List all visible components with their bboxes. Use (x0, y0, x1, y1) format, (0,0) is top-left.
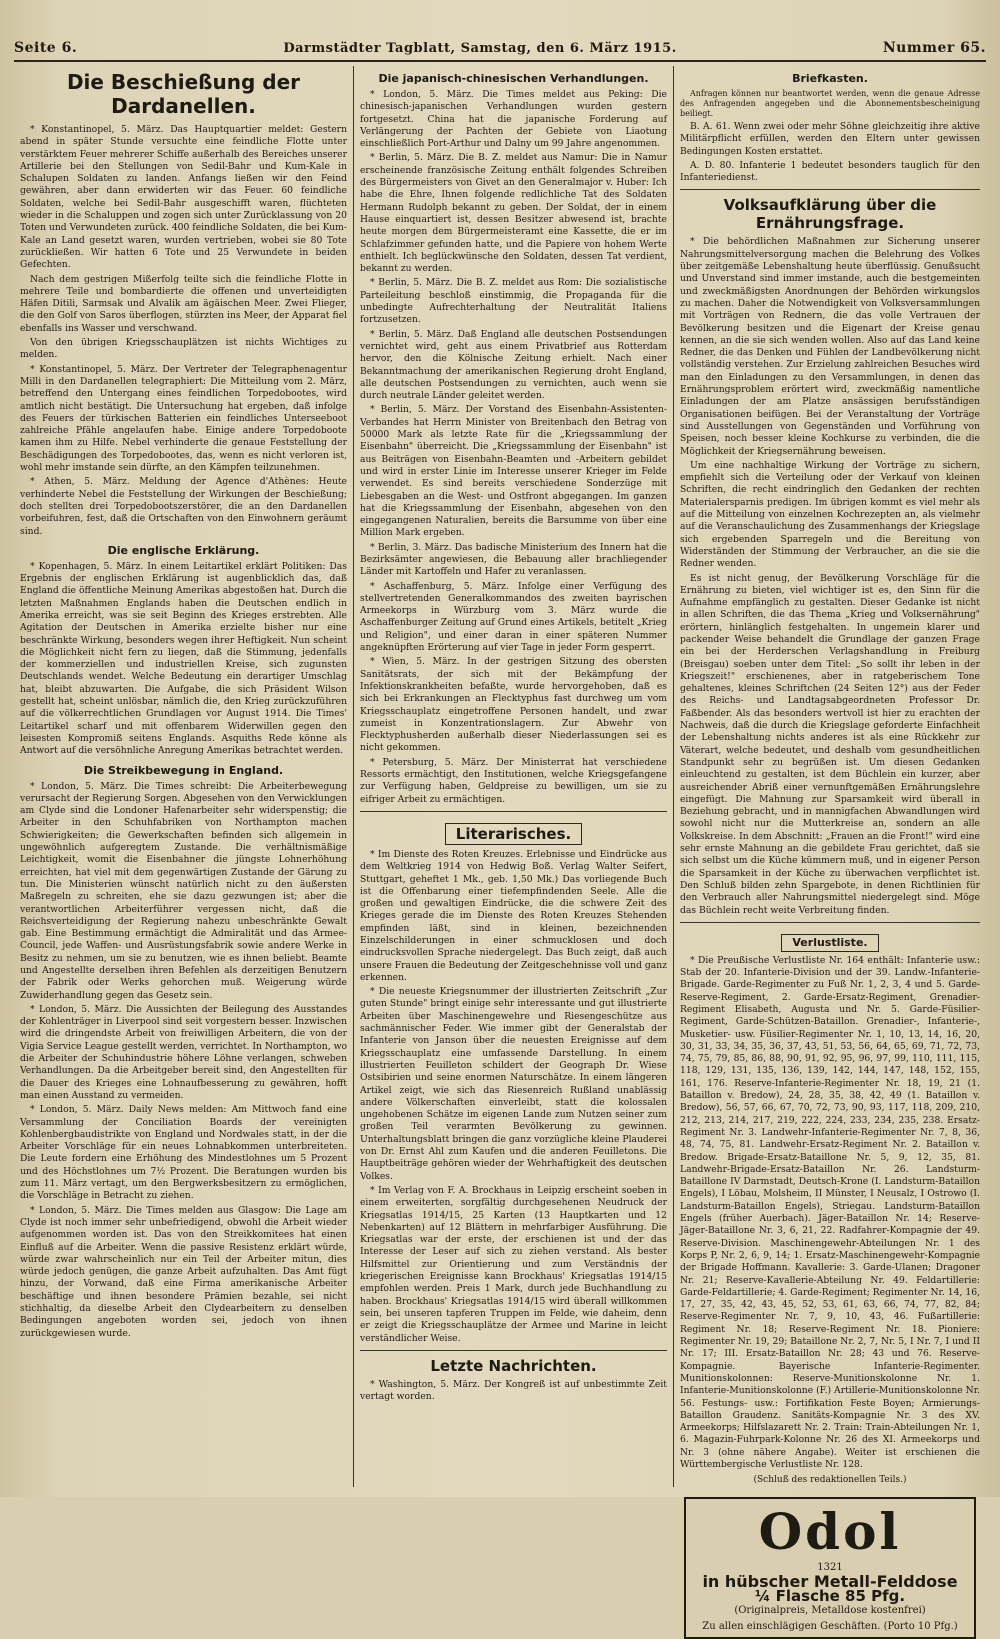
article-paragraph: A. D. 80. Infanterie 1 bedeutet besonders tauglich für den Infanteriedienst. (680, 159, 980, 184)
ad-footer: Zu allen einschlägigen Geschäften. (Porto 10 Pfg.) (702, 1620, 958, 1632)
article-paragraph: * Berlin, 5. März. Die B. Z. meldet aus Namur: Die in Namur erscheinende französische Zeitung enthält folgendes Schreiben des Bürgermeisters von Givet an den Generalmajor v. Huber: Ich habe die Ehre, Ihnen folgende redlichliche Tat des Soldaten Hermann Rudolph bekannt zu geben. Der Soldat, der in einem Hause einquartiert ist, dessen Besitzer abwesend ist, brachte heute morgen dem Bürgermeisteramt eine Kassette, die er im Schlafzimmer gefunden hatte, und die Papiere von hohem Werte enthielt. Ich beglückwünsche den Soldaten, dessen Tat verdient, bekannt zu werden. (360, 152, 667, 275)
article-paragraph: * Die behördlichen Maßnahmen zur Sicherung unserer Nahrungsmittelversorgung machen die Belehrung des Volkes über zeitgemäße Lebenshaltung heute überflüssig. Genußsucht und Unverstand sind immer imstande, auch die bestgemeinten und zweckmäßigsten Anordnungen der Behörden wirkungslos zu machen. Daher die Notwendigkeit von Volksversammlungen mit Vorträgen von Rednern, die das volle Vertrauen der Bevölkerung besitzen und die Eigenart der Kreise genau kennen, an die sie sich wenden wollen. Also auf das Land keine Redner, die das Denken und Fühlen der Landbevölkerung nicht vollständig verstehen. Zur Erzielung zahlreichen Besuches wird man den Einladungen zu den Versammlungen, in denen das Ernährungsproblem erörtert wird, zweckmäßig namentliche Einladungen der am Platze ansässigen berufsständigen Organisationen beifügen. Bei der Veranstaltung der Vorträge sind Ausstellungen von Gegenständen und Vorführung von Speisen, noch besser kleine Kochkurse zu verbinden, die die Möglichkeit der Kriegsernährung beweisen. (680, 236, 980, 457)
headline-streikbewegung: Die Streikbewegung in England. (83, 763, 284, 777)
headline-japan-china: Die japanisch-chinesischen Verhandlungen. (378, 72, 649, 85)
briefkasten-intro: Anfragen können nur beantwortet werden, wenn die genaue Adresse des Anfragenden angegeben und die Abonnementsbescheinigung beiliegt. (680, 89, 980, 118)
article-paragraph: Um eine nachhaltige Wirkung der Vorträge zu sichern, empfiehlt sich die Verteilung oder der Verkauf von kleinen Schriften, die recht eindringlich den Gedanken der rechten Materialersparnis predigen. Im übrigen kommt es viel mehr als auf die Mitteilung von einzelnen Kochrezepten an, als vielmehr auf die Veranschaulichung des Zusammenhangs der Kriegslage sich ergebenden Sparregeln und die Bereitung von Widerständen der Stimmung der Verbraucher, an die sie die Redner wenden. (680, 459, 980, 570)
divider (360, 811, 667, 812)
article-paragraph: * Kopenhagen, 5. März. In einem Leitartikel erklärt Politiken: Das Ergebnis der englischen Erklärung ist augenblicklich das, daß England die öffentliche Meinung Amerikas abgestoßen hat. Durch die letzten Maßnahmen Englands haben die Deutschen endlich in Amerika erreicht, was sie seit Beginn des Krieges erstrebten. Alle Agitation der Deutschen in Amerika erzielte bisher nur eine beschränkte Wirkung, besonders wegen ihrer Heftigkeit. Nun scheint die Möglichkeit nicht fern zu liegen, daß die Stimmung, jedenfalls der kommerziellen und industriellen Kreise, sich zugunsten Deutschlands wendet. Welche Bedeutung ein derartiger Umschlag hat, bleibt abzuwarten. Die Aufgabe, die sich Präsident Wilson gestellt hat, scheint unlösbar, nämlich die, den Krieg zurückzuführen auf die völkerrechtlichen Grundlagen vor August 1914. Die Times' Leitartikel scharf und mit offenbarem Widerwillen gegen den leisesten Kompromiß seitens Englands. Asquiths Rede könne als Antwort auf die versöhnliche Anregung Amerikas betrachtet werden. (20, 560, 347, 757)
article-paragraph: * Petersburg, 5. März. Der Ministerrat hat verschiedene Ressorts ermächtigt, den Institutionen, welche Kriegsgefangene zur Verfügung haben, Geldpreise zu bewilligen, um sie zu eifriger Arbeit zu ermächtigen. (360, 756, 667, 805)
article-paragraph: * Berlin, 5. März. Daß England alle deutschen Postsendungen vernichtet wird, geht aus einem Privatbrief aus Rotterdam hervor, den die Kölnische Zeitung erhielt. Nach einer Bekanntmachung der amerikanischen Regierung droht England, alle deutschen Postsendungen zu vernichten, auch wenn sie durch neutrale Länder geleitet werden. (360, 328, 667, 402)
ad-side-number: 1321 (817, 1561, 843, 1573)
article-paragraph: Von den übrigen Kriegsschauplätzen ist nichts Wichtiges zu melden. (20, 337, 347, 361)
article-paragraph: * Berlin, 5. März. Die B. Z. meldet aus Rom: Die sozialistische Parteileitung beschloß einstimmig, die Propaganda für die unbedingte Aufrechterhaltung der Neutralität Italiens fortzusetzen. (360, 277, 667, 326)
article-paragraph: * London, 5. März. Die Aussichten der Beilegung des Ausstandes der Kohlenträger in Liverpool sind seit vorgestern besser. Inzwischen wird die dringendste Arbeit von freiwilligen Arbeitern, die von der Vigia Service League gestellt werden, verrichtet. In Northampton, wo die Arbeiter der Schuhindustrie höhere Löhne verlangen, schweben Verhandlungen. Da die Arbeitgeber bereit sind, den Angestellten für die Dauer des Krieges eine Lohnaufbesserung zu gewähren, hofft man einen Ausstand zu vermeiden. (20, 1003, 347, 1101)
article-paragraph: * Die Preußische Verlustliste Nr. 164 enthält: Infanterie usw.: Stab der 20. Infanterie-Division und der 39. Landw.-Infanterie-Brigade. Garde-Regimenter zu Fuß Nr. 1, 2, 3, 4 und 5. Garde-Reserve-Regiment, 2. Garde-Ersatz-Regiment, Grenadier-Regiment Elisabeth, Augusta und Nr. 5. Garde-Füsilier-Regiment, Garde-Schützen-Bataillon. Grenadier-, Infanterie-, Musketier- usw. Füsilier-Regimenter Nr. 1, 10, 13, 14, 16, 20, 30, 31, 33, 34, 35, 36, 37, 43, 51, 53, 56, 64, 65, 69, 71, 72, 73, 74, 75, 79, 85, 86, 88, 90, 91, 92, 95, 96, 97, 99, 110, 111, 115, 118, 129, 131, 135, 136, 139, 142, 144, 147, 148, 152, 155, 161, 176. Reserve-Infanterie-Regimenter Nr. 18, 19, 21 (1. Bataillon v. Bredow), 24, 28, 35, 38, 42, 49 (1. Bataillon v. Bredow), 56, 57, 66, 67, 70, 72, 73, 90, 93, 117, 118, 209, 210, 212, 213, 214, 217, 219, 222, 224, 233, 234, 235, 238. Ersatz-Regiment Nr. 3. Landwehr-Infanterie-Regimenter Nr. 7, 8, 36, 48, 74, 75, 81. Landwehr-Ersatz-Regiment Nr. 2. Bataillon v. Bredow. Brigade-Ersatz-Bataillone Nr. 5, 9, 12, 35, 81. Landwehr-Brigade-Ersatz-Bataillon Nr. 26. Landsturm-Bataillone IV Darmstadt, Deutsch-Krone (I. Landsturm-Bataillon Engels), I Löbau, Molsheim, II Münster, I Neusalz, I Ostrowo (I. Landsturm-Bataillon Engels), Striegau. Landsturm-Bataillon Engels (früher Auerbach). Jäger-Bataillon Nr. 14; Reserve-Jäger-Bataillone Nr. 3, 6, 21, 22. Radfahrer-Kompagnie der 49. Reserve-Division. Maschinengewehr-Abteilungen Nr. 1 des Korps P, Nr. 2, 6, 9, 14; 1. Ersatz-Maschinengewehr-Kompagnie der Brigade Hoffmann. Kavallerie: 3. Garde-Ulanen; Dragoner Nr. 21; Reserve-Kavallerie-Abteilung Nr. 49. Feldartillerie: Garde-Feldartillerie; 4. Garde-Regiment; Regimenter Nr. 14, 16, 17, 27, 35, 42, 43, 45, 52, 53, 61, 63, 66, 74, 77, 82, 84; Reserve-Regimenter Nr. 7, 9, 10, 43, 46. Fußartillerie: Regiment Nr. 18; Reserve-Regiment Nr. 18. Pioniere: Regimenter Nr. 19, 29; Bataillone Nr. 2, 7, Nr. 5, I Nr. 7, I und II Nr. 17; III. Ersatz-Bataillon Nr. 28; 43 und 76. Reserve-Kompagnie. Bayerische Infanterie-Regimenter. Munitionskolonnen: Reserve-Munitionskolonne Nr. 1. Infanterie-Munitionskolonne (F.) Artillerie-Munitionskolonne Nr. 56. Festungs- usw.: Fortifikation Feste Boyen; Armierungs-Bataillon Graudenz. Sanitäts-Kompagnie Nr. 3 des XV. Armeekorps; Hilfslazarett Nr. 2. Train: Train-Abteilungen Nr. 1, 6. Magazin-Fuhrpark-Kolonne Nr. 26 des XI. Armeekorps und Nr. 3 (ohne nähere Angabe). Weiter ist erschienen die Württembergische Verlustliste Nr. 128. (680, 954, 980, 1470)
editorial-end-note: (Schluß des redaktionellen Teils.) (753, 1475, 907, 1486)
headline-englische-erklaerung: Die englische Erklärung. (107, 543, 260, 557)
article-paragraph: * Berlin, 3. März. Das badische Ministerium des Innern hat die Bezirksämter angewiesen, die Bebauung aller brachliegender Länder mit Kartoffeln und Hafer zu veranlassen. (360, 541, 667, 578)
ad-brand: Odol (758, 1501, 902, 1561)
headline-literarisches: Literarisches. (445, 823, 582, 845)
ad-price-note: (Originalpreis, Metalldose kostenfrei) (734, 1605, 926, 1617)
headline-letzte-nachrichten: Letzte Nachrichten. (430, 1356, 597, 1375)
page-number: Seite 6. (14, 40, 78, 56)
headline-verlustliste: Verlustliste. (781, 934, 878, 952)
headline-briefkasten: Briefkasten. (792, 72, 868, 85)
article-paragraph: * London, 5. März. Die Times melden aus Glasgow: Die Lage am Clyde ist noch immer sehr unbefriedigend, obwohl die Arbeit wieder aufgenommen worden ist. Das von den Streikkomitees hat einen Einfluß auf die Arbeiter. Wenn die passive Resistenz erklärt würde, würde zwar wahrscheinlich nur ein Teil der Arbeiter mitun, dies würde jedoch genügen, die ganze Arbeit aufzuhalten. Das Amt fügt hinzu, der Vorwand, daß eine Firma amerikanische Arbeiter beschäftige und ihnen besondere Prämien bezahle, sei nicht stichhaltig, da dieselbe Arbeit den Clydearbeitern zu denselben Bedingungen angeboten worden sei, jedoch von ihnen zurückgewiesen wurde. (20, 1204, 347, 1339)
column-2 (354, 66, 674, 1487)
article-paragraph: * Im Dienste des Roten Kreuzes. Erlebnisse und Eindrücke aus dem Weltkrieg 1914 von Hedwig Boß. Verlag Walter Seifert, Stuttgart, geheftet 1 Mk., geb. 1,50 Mk.) Das vorliegende Buch ist die Offenbarung einer tiefempfindenden Seele. Alle die großen und gewaltigen Eindrücke, die die schwere Zeit des Krieges gerade die im Dienste des Roten Kreuzes Stehenden empfinden läßt, sind in kleinen, bezeichnenden Einzelschilderungen in einer schmucklosen und doch eindrucksvollen Sprache niedergelegt. Das Buch zeigt, daß auch unsere Frauen die Bedeutung der Zeitgeschehnisse voll und ganz erkennen. (360, 848, 667, 983)
issue-number: Nummer 65. (882, 40, 986, 56)
article-paragraph: * London, 5. März. Die Times meldet aus Peking: Die chinesisch-japanischen Verhandlungen wurden gestern fortgesetzt. China hat die japanische Forderung auf Verlängerung der Pachten der Gebiete von Liaotung einschließlich Port-Arthur und Dalny um 99 Jahre angenommen. (360, 89, 667, 150)
headline-dardanellen: Die Beschießung der Dardanellen. (66, 70, 301, 118)
divider (680, 922, 980, 923)
newspaper-title-date: Darmstädter Tagblatt, Samstag, den 6. März 1915. (283, 41, 677, 56)
ad-headline: in hübscher Metall-Felddose (702, 1571, 958, 1591)
column-3 (674, 66, 986, 1632)
article-paragraph: * Aschaffenburg, 5. März. Infolge einer Verfügung des stellvertretenden Generalkommandos des zweiten bayrischen Armeekorps in Würzburg vom 3. März wurde die Aschaffenburger Zeitung auf Grund eines Artikels, betitelt „Krieg und Religion", und einer daran in einer späteren Nummer angeknüpften Erörterung auf vier Tage in jeder Form gesperrt. (360, 580, 667, 654)
article-paragraph: * Athen, 5. März. Meldung der Agence d'Athènes: Heute verhinderte Nebel die Feststellung der Wirkungen der Beschießung; doch stellten drei Torpedobootszerstörer, die an den Dardanellen vorbeifuhren, fest, daß die Ortschaften von den Einwohnern geräumt sind. (20, 476, 347, 537)
masthead (14, 22, 986, 62)
column-1 (14, 66, 354, 1487)
divider (680, 189, 980, 190)
headline-volksaufklaerung: Volksaufklärung über die Ernährungsfrage. (723, 196, 937, 233)
article-paragraph: * Konstantinopel, 5. März. Das Hauptquartier meldet: Gestern abend in später Stunde versuchte eine feindliche Flotte unter verstärktem Feuer mehrerer Schiffe außerhalb des Bereiches unserer Artillerie bei den Stellungen von Sedil-Bahr und Kum-Kale in Schalupen Soldaten zu landen. Anfangs ließen wir den Feind gewähren, aber dann erwiderten wir das Feuer. 60 feindliche Soldaten, welche bei Sedil-Bahr ausgeschifft waren, flüchteten wieder in die Schaluppen und zogen sich unter Zurücklassung von 20 Toten und Verwundeten zurück. 400 feindliche Soldaten, die bei Kum-Kale an Land gesetzt waren, wurden vertrieben, wobei sie 80 Tote zurückließen. Wir hatten 6 Tote und 25 Verwundete in beiden Gefechten. (20, 124, 347, 271)
article-paragraph: * Washington, 5. März. Der Kongreß ist auf unbestimmte Zeit vertagt worden. (360, 1378, 667, 1403)
article-paragraph: * Konstantinopel, 5. März. Der Vertreter der Telegraphenagentur Milli in den Dardanellen telegraphiert: Die Mitteilung vom 2. März, betreffend den Untergang eines feindlichen Torpedobootes, wird amtlich nicht bestätigt. Die Untersuchung hat ergeben, daß infolge des Feuers der türkischen Batterien ein feindliches Unterseeboot zahlreiche Pfähle angelaufen habe. Einige andere Torpedoboote kamen ihm zu Hilfe. Nebel verhinderte die genaue Feststellung der Beschädigungen des Torpedobootes, das, wenn es nicht verloren ist, wohl mehr imstande sein dürfte, an den Kämpfen teilzunehmen. (20, 363, 347, 474)
odol-advertisement (684, 1497, 976, 1639)
article-paragraph: * Die neueste Kriegsnummer der illustrierten Zeitschrift „Zur guten Stunde" bringt einige sehr interessante und gut illustrierte Arbeiten über Maschinengewehre und Riesengeschütze aus sachmännischer Feder. Wie immer gibt der Generalstab der Infanterie von Janson über die neuesten Ereignisse auf dem Kriegsschauplatz eine umfassende Darstellung. In einem illustrierten Feuilleton schildert der Geograph Dr. Wiese Ostsibirien und seine enormen Naturschätze. In einem längeren Artikel zeigt, wie sich das Riesenreich Rußland unablässig andere Völkerschaften einverleibt, statt die kolossalen ungehobenen Schätze im eigenen Lande zum Nutzen seiner zum großen Teil verarmten Bevölkerung zu gewinnen. Unterhaltungsblatt bringen die ganz vorzügliche kleine Plauderei von Dr. Ernst Ahl zum Kaufen und die anderen Feuilletons. Die Hauptbeiträge gehören wieder der Wehrhaftigkeit des deutschen Volkes. (360, 986, 667, 1182)
article-paragraph: * Im Verlag von F. A. Brockhaus in Leipzig erscheint soeben in einem erweiterten, sorgfältig durchgesehenen Neudruck der Kriegsatlas 1914/15, 25 Karten (13 Hauptkarten und 12 Nebenkarten) auf 12 Blättern in mehrfarbiger Ausführung. Die Kriegsatlas war der erste, der erschienen ist und der das Interesse der Leser auf sich zu ziehen verstand. Als bester Hilfsmittel zur Orientierung und zum Verständnis der kriegerischen Ereignisse kann Brockhaus' Kriegsatlas 1914/15 empfohlen werden. Preis 1 Mark, durch jede Buchhandlung zu haben. Brockhaus' Kriegsatlas 1914/15 wird überall willkommen sein, bei unseren tapferen Truppen im Felde, wie daheim, denn er zeigt die Kriegsschauplätze der Armee und Marine in leicht verständlicher Weise. (360, 1184, 667, 1344)
article-paragraph: Es ist nicht genug, der Bevölkerung Vorschläge für die Ernährung zu bieten, viel wichtiger ist es, den Sinn für die Aufnahme empfänglich zu gestalten. Dieser Gedanke ist nicht in allen Schriften, die das Thema „Krieg und Volksernährung" erörtern, hinlänglich festgehalten. In ungemein klarer und packender Weise behandelt die Grundlage der ganzen Frage ein bei der Herderschen Verlagshandlung in Freiburg (Breisgau) soeben unter dem Titel: „So sollt ihr leben in der Kriegszeit!" erschienenes, aber in ratgeberischem Tone gehaltenes, kleines Schriftchen (24 Seiten 12°) aus der Feder des Reichs- und Landtagsabgeordneten Professor Dr. Faßbender. Als das besonders wertvoll ist hier zu erachten der Nachweis, daß die durch die Kriegslage geforderte Einfachheit der Lebenshaltung nichts anderes ist als eine Rückkehr zur Väterart, welche bedeutet, und deshalb vom gesundheitlichen Standpunkt sehr zu begrüßen ist. Um diesen Gedanken einleuchtend zu gestalten, ist dem Büchlein ein kurzer, aber ausreichender Abriß einer vernunftgemäßen Ernährungslehre eingefügt. Die Mahnung zur Sparsamkeit wird überall in Beziehung gebracht, und in mannigfachen Abwandlungen wird sowohl nicht nur die Mutterkreise an, sondern an alle Volkskreise. In dem Abschnitt: „Frauen an die Front!" wird eine sehr ernste Mahnung an die gebildete Frau gerichtet, daß sie sich selbst um die Küche kümmern muß, und in eigener Person die Sparsamkeit in der Küche zu überwachen verpflichtet ist. Den Schluß bilden zehn Spargebote, in denen Richtlinien für den Verbrauch aller Nahrungsmittel niedergelegt sind. Möge das Büchlein recht weite Verbreitung finden. (680, 572, 980, 916)
article-paragraph: * Wien, 5. März. In der gestrigen Sitzung des obersten Sanitätsrats, der sich mit der Bekämpfung der Infektionskrankheiten befaßte, wurde hervorgehoben, daß es sich bei Erkrankungen an Flecktyphus fast durchweg um vom Kriegsschauplatz eingetroffene Personen handelt, und zwar zumeist in Konzentrationslagern. Zur Abwehr von Flecktyphusherden außerhalb dieser Niederlassungen sei es nicht gekommen. (360, 656, 667, 754)
article-paragraph: B. A. 61. Wenn zwei oder mehr Söhne gleichzeitig ihre aktive Militärpflicht erfüllen, werden den Eltern unter gewissen Bedingungen Kosten erstattet. (680, 121, 980, 157)
article-paragraph: * London, 5. März. Daily News melden: Am Mittwoch fand eine Versammlung der Conciliation Boards der vereinigten Kohlenbergbaudistrikte von England und Nordwales statt, in der die Arbeiter Vorschläge für ein neues Lohnabkommen unterbreiteten. Die Leute fordern eine Erhöhung des Mindestlohnes um 5 Prozent und des Höchstlohnes um 7½ Prozent. Die Beratungen wurden bis zum 11. März vertagt, um den Bergwerksbesitzern zu ermöglichen, die Vorschläge in Betracht zu ziehen. (20, 1104, 347, 1202)
article-paragraph: * Berlin, 5. März. Der Vorstand des Eisenbahn-Assistenten-Verbandes hat Herrn Minister von Breitenbach den Betrag von 50000 Mark als letzte Rate für die „Kriegssammlung der Eisenbahn" überreicht. Die „Kriegssammlung der Eisenbahn" ist aus Beiträgen von Eisenbahn-Beamten und -Arbeitern gebildet und wird in erster Linie im Interesse unserer Krieger im Felde verwendet. Es sind bereits verschiedene Sonderzüge mit Liebesgaben an die West- und Ostfront abgegangen. Im ganzen hat die Kriegssammlung der Eisenbahn, abgesehen von den eingegangenen Naturalien, bereits die Barsumme von über eine Million Mark ergeben. (360, 404, 667, 539)
article-paragraph: * London, 5. März. Die Times schreibt: Die Arbeiterbewegung verursacht der Regierung Sorgen. Abgesehen von den Verwicklungen am Clyde sind die Londoner Hafenarbeiter sehr widerspenstig; die Arbeiter in den Schuhfabriken von Northampton machen Schwierigkeiten; die Gewerkschaften befinden sich allgemein in ungewöhnlich aufgeregtem Zustande. Die verhältnismäßige Leichtigkeit, womit die Eisenbahner die jüngste Lohnerhöhung erreichten, hat viel mit dem gegenwärtigen Zustande der Gärung zu tun. Die Ministerien wünscht natürlich nicht zu den äußersten Maßregeln zu schreiten, ehe sie dazu gezwungen ist; aber die verantwortlichen Arbeiterführer vergessen nicht, daß die Reichsverteidigung der Regierung nahezu unbeschränkte Gewalt gab. Eine Bestimmung ermächtigt die Admiralität und das Armee-Council, jede Waffen- und Ausrüstungsfabrik sowie andere Werke in Besitz zu nehmen, um sie zu benutzen, wie es ihnen beliebt. Beamte und Angestellte derselben ihren Befehlen als derzeitigen Benutzern der Fabrik oder Werks gehorchen muß. Weigerung würde Zuwiderhandlung gegen das Gesetz sein. (20, 780, 347, 1001)
article-paragraph: Nach dem gestrigen Mißerfolg teilte sich die feindliche Flotte in mehrere Teile und bombardierte die offenen und unverteidigten Häfen Ditili, Sarmsak und Alvalik am ägäischen Meer. Zwei Flieger, die den Golf von Saros überflogen, stürzten ins Meer, der Apparat fiel ebenfalls ins Wasser und verschwand. (20, 273, 347, 334)
divider (360, 1350, 667, 1351)
ad-price: ¼ Flasche 85 Pfg. (754, 1587, 906, 1606)
